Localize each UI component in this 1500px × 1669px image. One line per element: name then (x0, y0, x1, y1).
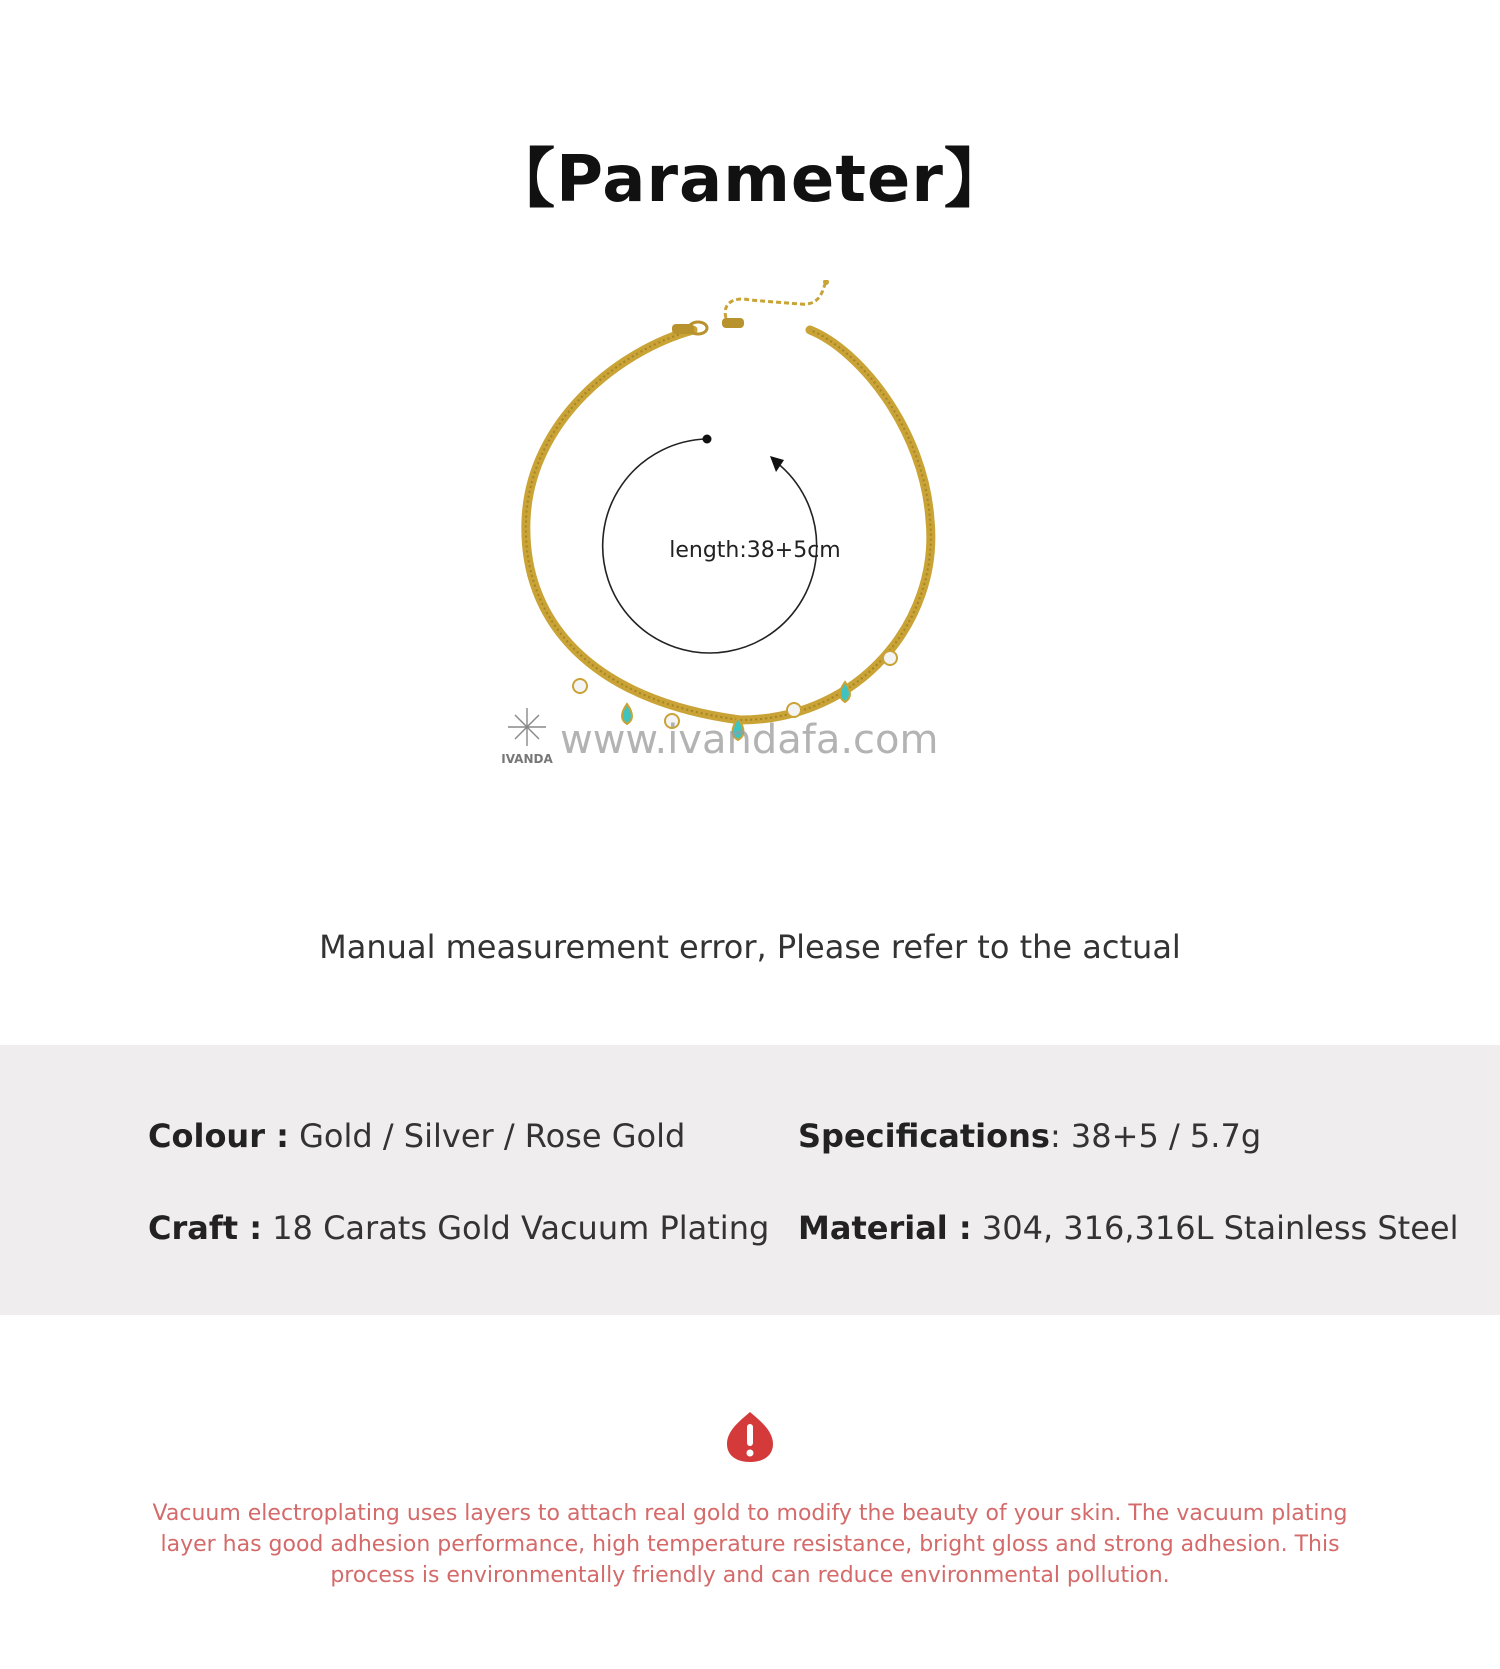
charm-crystal-1 (573, 679, 587, 693)
spec-craft-value: 18 Carats Gold Vacuum Plating (272, 1209, 770, 1247)
watermark: www.ivandafa.com (560, 717, 939, 763)
spec-craft (148, 1209, 769, 1247)
arrow-head-icon (770, 456, 784, 472)
length-label: length:38+5cm (669, 538, 841, 563)
spec-colour-value: Gold / Silver / Rose Gold (299, 1117, 686, 1155)
necklace-chain (526, 330, 931, 720)
charm-crystal-3 (787, 703, 801, 717)
brand-name: IVANDA (501, 752, 553, 766)
lobster-clasp (672, 322, 707, 334)
brand-star-icon (508, 708, 546, 746)
page-title: 【Parameter】 (491, 143, 1009, 217)
measurement-note: Manual measurement error, Please refer to the actual (319, 928, 1181, 966)
product-image (500, 280, 1000, 800)
exclamation-teardrop-icon (725, 1410, 775, 1464)
spec-colour (148, 1117, 685, 1155)
plating-warning-text: Vacuum electroplating uses layers to attach real gold to modify the beauty of your skin. The vacuum plating layer has good adhesion performance, high temperature resistance, bright gloss and strong adhesion. This process is environmentally friendly and can reduce environmental pollution. (152, 1501, 1348, 1588)
spec-material (798, 1209, 1458, 1247)
spec-specifications (798, 1117, 1261, 1155)
spec-colour-key: Colour : (148, 1117, 289, 1155)
charm-crystal-4 (883, 651, 897, 665)
spec-panel (0, 1045, 1500, 1315)
necklace-illustration (500, 280, 1000, 800)
spec-craft-key: Craft : (148, 1209, 263, 1247)
extension-chain (722, 280, 829, 328)
spec-material-key: Material : (798, 1209, 972, 1247)
spec-specifications-key: Specifications (798, 1117, 1050, 1155)
spec-material-value: 304, 316,316L Stainless Steel (981, 1209, 1459, 1247)
spec-specifications-value: : 38+5 / 5.7g (1049, 1117, 1262, 1155)
